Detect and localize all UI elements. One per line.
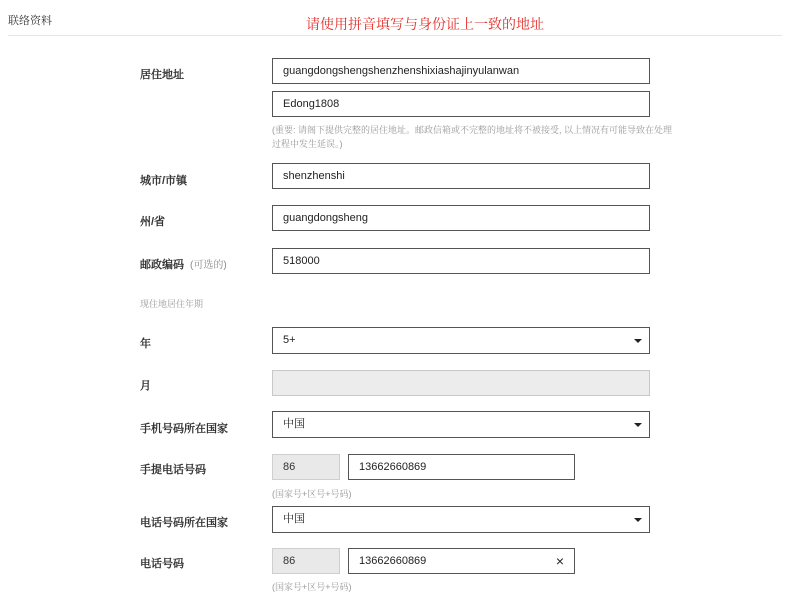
clear-icon[interactable]: × xyxy=(555,553,564,569)
address-hint xyxy=(272,123,672,151)
phone-country-select[interactable] xyxy=(272,506,650,533)
address-line2-input[interactable]: Edong1808 xyxy=(272,91,650,117)
phone-format-hint: (国家号+区号+号码) xyxy=(272,582,352,592)
month-input xyxy=(272,370,650,396)
city-input[interactable]: shenzhenshi xyxy=(272,163,650,189)
chevron-down-icon xyxy=(634,339,642,343)
city-label: 城市/市镇 xyxy=(140,175,188,187)
mobile-label: 手提电话号码 xyxy=(140,464,206,476)
postal-label-text: 邮政编码 xyxy=(140,259,184,271)
section-title: 联络资料 xyxy=(8,15,52,27)
state-input[interactable]: guangdongsheng xyxy=(272,205,650,231)
address-instruction-banner: 请使用拼音填写与身份证上一致的地址 xyxy=(306,16,544,32)
header-divider xyxy=(8,35,782,36)
residence-period-heading: 现住地居住年期 xyxy=(140,299,204,309)
phone-number-input[interactable] xyxy=(348,548,575,574)
address-hint-line1: (重要: 请阁下提供完整的居住地址。邮政信箱或不完整的地址将不被接受, 以上情况有可能导致在处理 xyxy=(272,125,673,135)
phone-country-label: 电话号码所在国家 xyxy=(140,517,228,529)
phone-number-value: 13662660869 xyxy=(359,555,427,567)
mobile-country-select-value: 中国 xyxy=(283,418,305,430)
state-label: 州/省 xyxy=(140,216,166,228)
address-line1-input[interactable]: guangdongshengshenzhenshixiashajinyulanwan xyxy=(272,58,650,84)
postal-optional-note: (可选的) xyxy=(190,260,227,271)
year-select[interactable] xyxy=(272,327,650,354)
chevron-down-icon xyxy=(634,518,642,522)
mobile-country-select[interactable] xyxy=(272,411,650,438)
mobile-country-label: 手机号码所在国家 xyxy=(140,423,228,435)
mobile-format-hint: (国家号+区号+号码) xyxy=(272,489,352,499)
mobile-number-input[interactable]: 13662660869 xyxy=(348,454,575,480)
phone-country-select-value: 中国 xyxy=(283,513,305,525)
chevron-down-icon xyxy=(634,423,642,427)
year-select-value: 5+ xyxy=(283,334,296,346)
month-label: 月 xyxy=(140,380,151,392)
postal-input[interactable]: 518000 xyxy=(272,248,650,274)
phone-label: 电话号码 xyxy=(140,558,184,570)
address-hint-line2: 过程中发生延误。) xyxy=(272,139,343,149)
postal-label xyxy=(140,256,227,272)
year-label: 年 xyxy=(140,338,151,350)
address-label: 居住地址 xyxy=(140,69,184,81)
phone-country-code-field: 86 xyxy=(272,548,340,574)
mobile-country-code-field: 86 xyxy=(272,454,340,480)
